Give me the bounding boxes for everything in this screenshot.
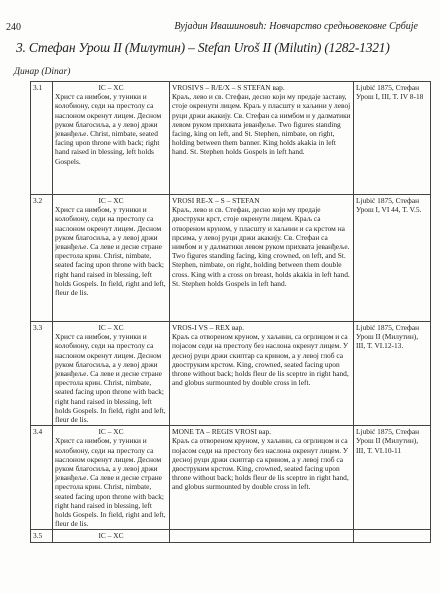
- running-header: Вујадин Ивашиновић: Новчарство средњовековне Србије: [174, 21, 418, 32]
- table-row: [31, 195, 431, 322]
- subtitle: Динар (Dinar): [14, 67, 71, 77]
- table-row: [31, 530, 431, 542]
- reverse-description: Краљ, лево и св. Стефан, десно који му предаје двоструки крст, стоје окренути лицем. Краљ са отвореном круном, у пласшту и хаљини и са крстом на прсима, у левој руци држи акакију. Св. Стефан са нимбом и у далматики левом руком прихвата јеванђеље. Two figures standing facing, king crowned, on left, and St. Stephen, nimbate, on right, holding between them double cross. King with a cross on breast, holds akakia in left hand. St. Stephen holds Gospels in left hand.: [172, 205, 350, 288]
- reference-cell: Ljubić 1875, Стефан Урош II (Милутин), III, T. VI.10-11: [354, 426, 431, 530]
- reverse-legend: VROS-I VS – REX вар.: [172, 323, 245, 332]
- page-number: 240: [6, 22, 21, 33]
- reverse-cell: [170, 82, 354, 195]
- obverse-legend: IC – XC: [98, 196, 124, 205]
- row-id: 3.3: [31, 322, 53, 426]
- obverse-legend: IC – XC: [98, 427, 124, 437]
- obverse-legend: IC – XC: [98, 83, 124, 92]
- reverse-cell: [170, 195, 354, 322]
- reverse-legend: VROSI RE-X – S – STEFAN: [172, 196, 260, 205]
- reference-cell: Ljubić 1875, Стефан Урош II (Милутин), III, T. VI.12-13.: [354, 322, 431, 426]
- reverse-cell: [170, 322, 354, 426]
- reference-cell: Ljubić 1875, Стефан Урош I, VI 44, T. V.5.: [354, 195, 431, 322]
- obverse-description: Христ са нимбом, у туники и колобиону, седи на престолу са наслоном окренут лицем. Десном руком благосиља, а у левој држи јеванђеље. Са леве и десне стране престола крин. Christ, nimbate, seated facing upon throne with back; right hand raised in blessing, left holds Gospels. In field, right and left, fleur de lis.: [55, 205, 166, 298]
- obverse-description: Христ са нимбом, у туники и колобиону, седи на престолу са наслоном окренут лицем. Десном руком благосиља, а у левој држи јеванђеље. Са леве и десне стране престола крин. Christ, nimbate, seated facing upon throne with back; right hand raised in blessing, left holds Gospels. In field, right and left, fleur de lis.: [55, 436, 166, 529]
- reverse-description: Краљ са отвореном круном, у хаљини, са огрлицом и са појасом седи на престолу без наслона окренут лицем. У десној руци држи скиптар са крином, а у левој глоб са двоструким крстом. King, crowned, seated facing upon throne without back; holds fleur de lis sceptre in right hand, and globus surmounted by double cross in left.: [172, 332, 349, 388]
- obverse-cell: [53, 195, 170, 322]
- row-id: 3.1: [31, 82, 53, 195]
- reverse-description: Краљ са отвореном круном, у хаљини, са огрлицом и са појасом седи на престолу без наслона окренут лицем. У десној руци држи скиптар са крином, а у левој глоб са двоструким крстом. King, crowned, seated facing upon throne without back; holds fleur de lis sceptre in right hand, and globus surmounted by double cross in left.: [172, 436, 349, 492]
- row-id: 3.5: [31, 530, 53, 542]
- table-row: [31, 82, 431, 195]
- obverse-cell: [53, 530, 170, 542]
- reverse-legend: VROSIVS – R/E/X – S STEFAN вар.: [172, 83, 285, 92]
- coin-table: [30, 81, 431, 543]
- table-row: [31, 322, 431, 426]
- obverse-cell: [53, 82, 170, 195]
- reverse-legend: MONE TA – REGIS VROSI вар.: [172, 427, 272, 437]
- row-id: 3.4: [31, 426, 53, 530]
- section-title: 3. Стефан Урош II (Милутин) – Stefan Uroš II (Milutin) (1282-1321): [16, 40, 390, 55]
- reference-cell: Ljubić 1875, Стефан Урош I, III, T. IV 8-18: [354, 82, 431, 195]
- reverse-cell: [170, 530, 354, 542]
- obverse-legend: IC – XC: [98, 323, 124, 332]
- obverse-cell: [53, 426, 170, 530]
- reverse-cell: [170, 426, 354, 530]
- reverse-description: Краљ, лево и св. Стефан, десно који му предаје заставу, стоје окренути лицем. Краљ у пласшту и хаљини у левој руци држи акакију. Св. Стефан са нимбом и у далматики левом руком прихвата јеванђеље. Two figures standing facing, king on left, and St. Stephen, nimbate, on right, holding between them banner. King holds akakia in left hand. St. Stephen holds Gospels in left hand.: [172, 92, 351, 157]
- row-id: 3.2: [31, 195, 53, 322]
- obverse-legend: IC – XC: [98, 531, 124, 541]
- obverse-description: Христ са нимбом, у туники и колобиону, седи на престолу са наслоном окренут лицем. Десном руком благосиља, а у левој држи јеванђеље. Christ, nimbate, seated facing upon throne with back; right hand raised in blessing, left holds Gospels.: [55, 92, 162, 166]
- table-row: [31, 426, 431, 530]
- obverse-description: Христ са нимбом, у туники и колобиону, седи на престолу са наслоном окренут лицем. Десном руком благосиља, а у левој држи јеванђеље. Са леве и десне стране престола крин. Christ, nimbate, seated facing upon throne with back; right hand raised in blessing, left holds Gospels. In field, right and left, fleur de lis.: [55, 332, 166, 425]
- obverse-cell: [53, 322, 170, 426]
- reference-cell: [354, 530, 431, 542]
